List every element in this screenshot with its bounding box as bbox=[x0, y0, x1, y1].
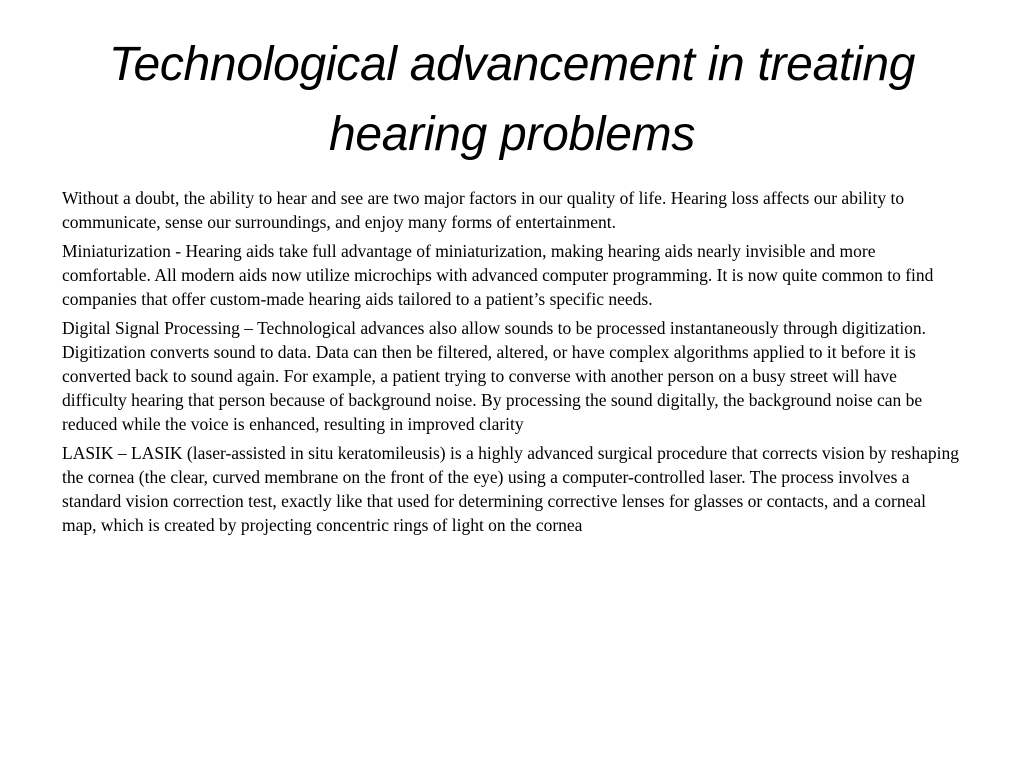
paragraph-miniaturization: Miniaturization - Hearing aids take full advantage of miniaturization, making hearing aids nearly invisible and more comfortable. All modern aids now utilize microchips with advanced computer programming. It is now quite common to find companies that offer custom-made hearing aids tailored to a patient’s specific needs. bbox=[62, 241, 934, 309]
paragraph-intro: Without a doubt, the ability to hear and see are two major factors in our quality of life. Hearing loss affects our ability to communicate, sense our surroundings, and enjoy many forms of entertainment. bbox=[62, 188, 905, 232]
slide-title: Technological advancement in treating hearing problems bbox=[108, 38, 916, 161]
slide-body bbox=[62, 186, 962, 542]
paragraph-digital-signal-processing: Digital Signal Processing – Technological advances also allow sounds to be processed instantaneously through digitization. Digitization converts sound to data. Data can then be filtered, altered, or have complex algorithms applied to it before it is converted back to sound again. For example, a patient trying to converse with another person on a busy street will have difficulty hearing that person because of background noise. By processing the sound digitally, the background noise can be reduced while the voice is enhanced, resulting in improved clarity bbox=[62, 318, 927, 434]
paragraph-lasik: LASIK – LASIK (laser-assisted in situ keratomileusis) is a highly advanced surgical procedure that corrects vision by reshaping the cornea (the clear, curved membrane on the front of the eye) using a computer-controlled laser. The process involves a standard vision correction test, exactly like that used for determining corrective lenses for glasses or contacts, and a corneal map, which is created by projecting concentric rings of light on the cornea bbox=[62, 443, 959, 535]
